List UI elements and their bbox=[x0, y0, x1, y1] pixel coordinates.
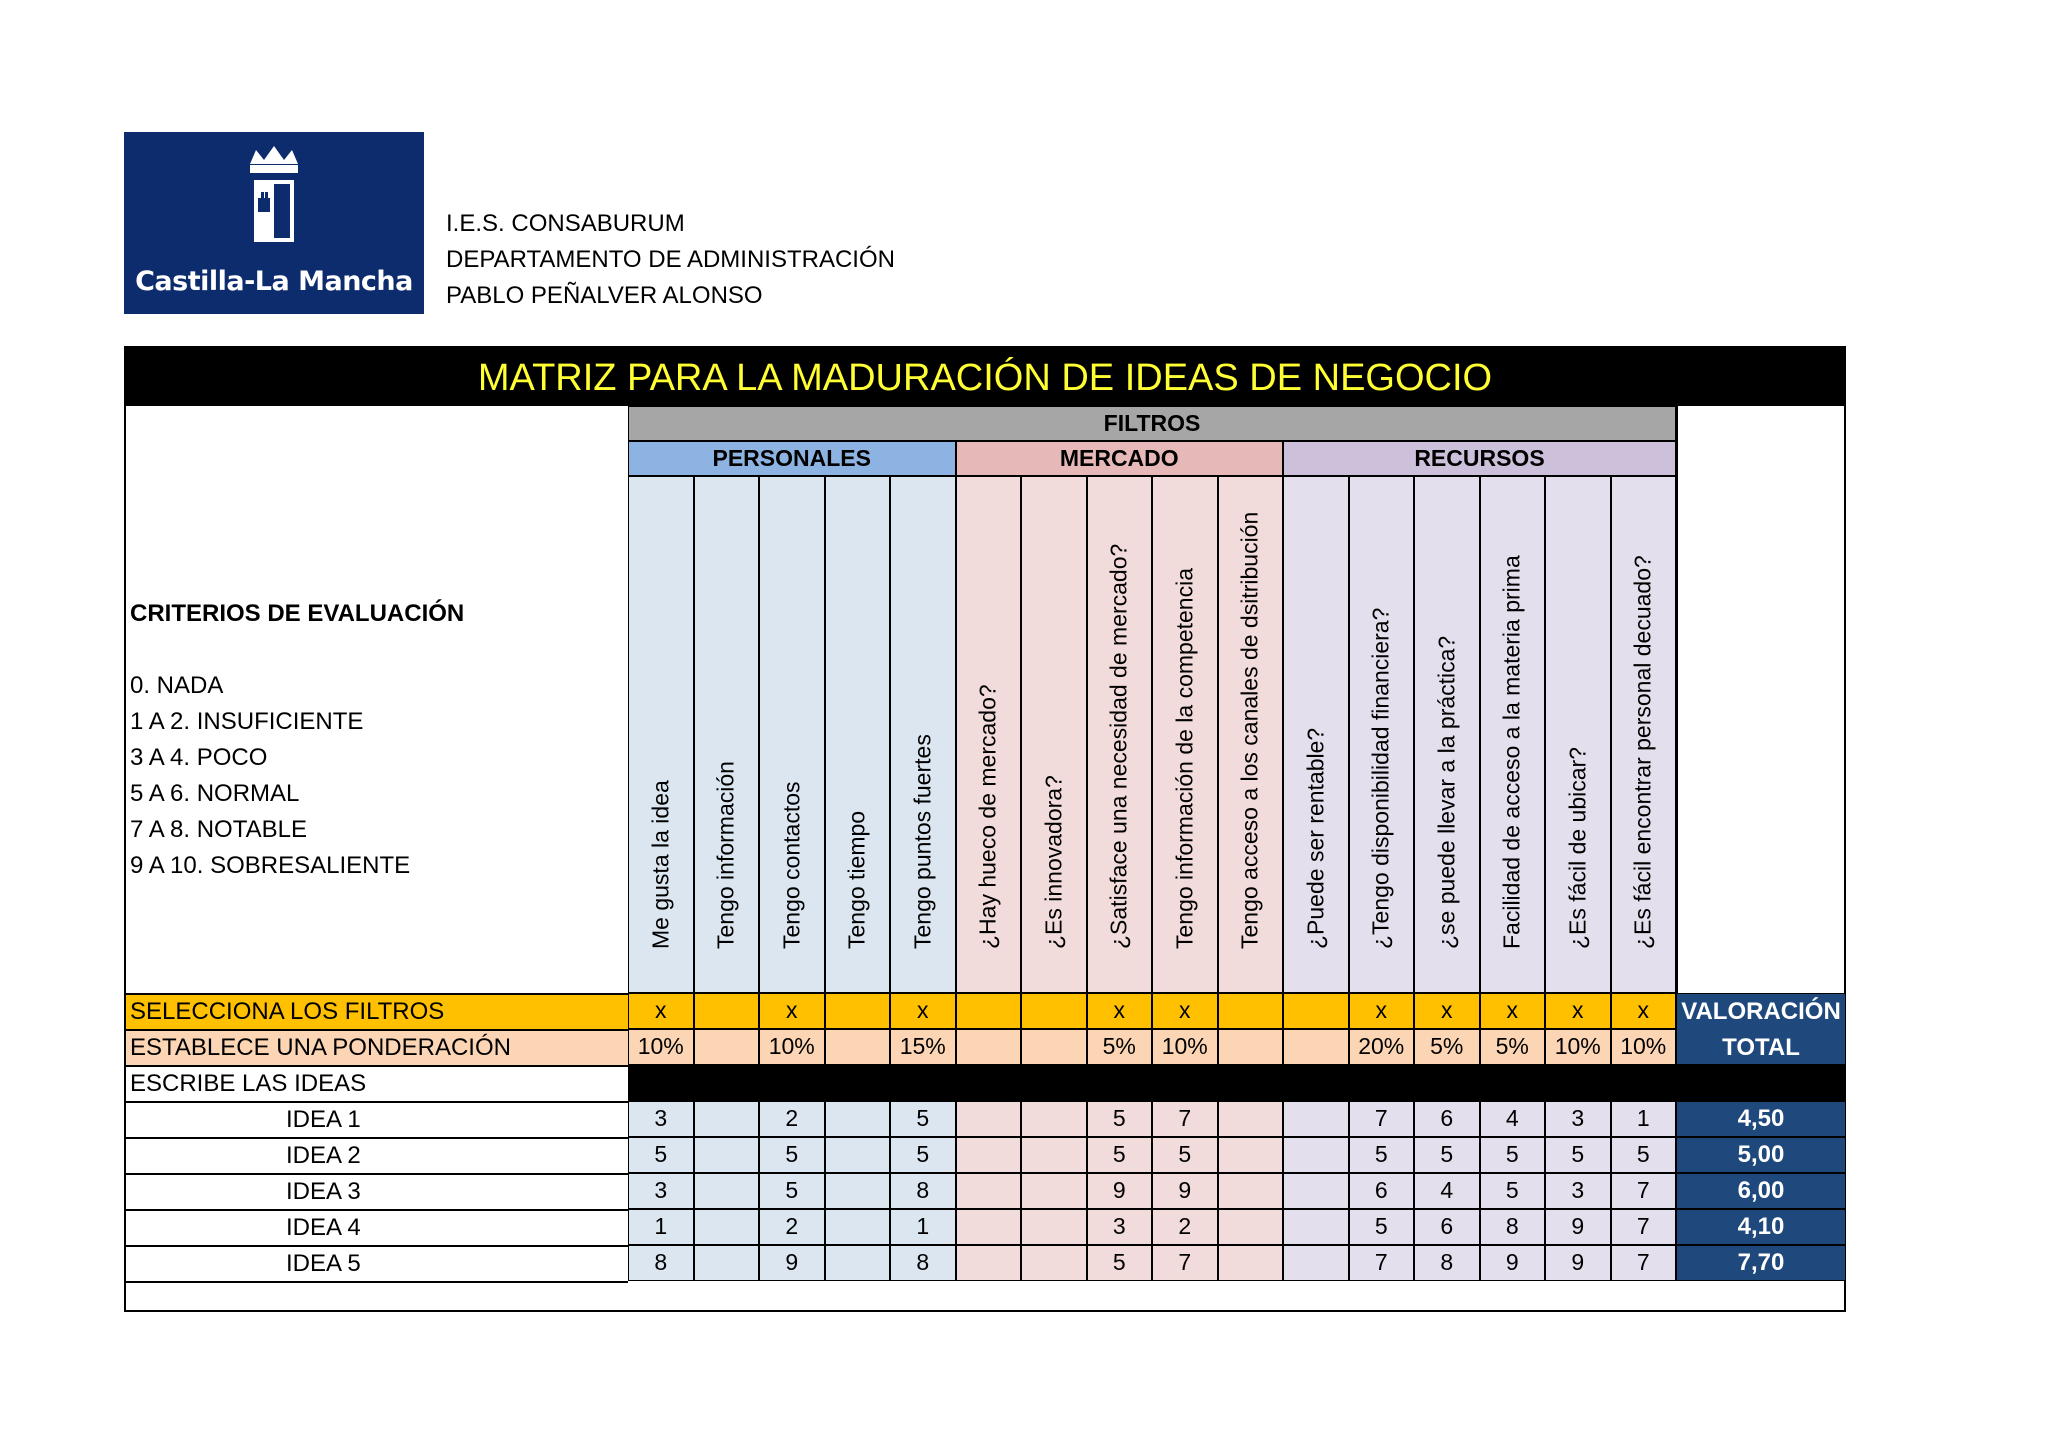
weight-cell: 10% bbox=[1611, 1029, 1677, 1065]
score-cell bbox=[956, 1137, 1022, 1173]
score-cell: 5 bbox=[1480, 1173, 1546, 1209]
score-cell bbox=[694, 1137, 760, 1173]
column-header bbox=[1283, 476, 1349, 993]
score-cell: 5 bbox=[1480, 1137, 1546, 1173]
score-cell: 5 bbox=[1349, 1137, 1415, 1173]
filter-selection-cell: x bbox=[1349, 993, 1415, 1029]
column-header bbox=[1611, 476, 1677, 993]
score-cell: 7 bbox=[1611, 1209, 1677, 1245]
weight-cell: 10% bbox=[1545, 1029, 1611, 1065]
weight-cell bbox=[825, 1029, 891, 1065]
score-cell: 5 bbox=[628, 1137, 694, 1173]
column-header bbox=[1218, 476, 1284, 993]
column-header bbox=[1087, 476, 1153, 993]
weight-cell: 20% bbox=[1349, 1029, 1415, 1065]
filter-selection-cell: x bbox=[1611, 993, 1677, 1029]
filter-selection-cell: x bbox=[759, 993, 825, 1029]
score-cell: 8 bbox=[1414, 1245, 1480, 1281]
criteria-item: 1 A 2. INSUFICIENTE bbox=[130, 708, 364, 735]
group-header-recursos: RECURSOS bbox=[1283, 441, 1676, 476]
total-score-cell: 4,10 bbox=[1676, 1209, 1846, 1245]
score-cell: 7 bbox=[1611, 1245, 1677, 1281]
weight-cell: 10% bbox=[1152, 1029, 1218, 1065]
score-cell bbox=[956, 1173, 1022, 1209]
score-cell bbox=[956, 1101, 1022, 1137]
filter-selection-cell bbox=[1218, 993, 1284, 1029]
coat-of-arms-icon bbox=[242, 146, 306, 250]
score-cell: 4 bbox=[1480, 1101, 1546, 1137]
score-cell: 9 bbox=[1087, 1173, 1153, 1209]
score-cell: 5 bbox=[890, 1137, 956, 1173]
criteria-item: 3 A 4. POCO bbox=[130, 744, 268, 771]
ideas-label: ESCRIBE LAS IDEAS bbox=[126, 1065, 628, 1101]
select-filters-label: SELECCIONA LOS FILTROS bbox=[126, 993, 628, 1029]
score-cell bbox=[1283, 1209, 1349, 1245]
column-header bbox=[1480, 476, 1546, 993]
weight-cell bbox=[1283, 1029, 1349, 1065]
filters-header: FILTROS bbox=[628, 406, 1676, 441]
criteria-item: 5 A 6. NORMAL bbox=[130, 780, 300, 807]
column-header-label: Me gusta la idea bbox=[647, 780, 674, 949]
score-cell: 5 bbox=[1349, 1209, 1415, 1245]
score-cell: 6 bbox=[1414, 1101, 1480, 1137]
score-cell: 5 bbox=[759, 1137, 825, 1173]
column-header-label: Tengo tiempo bbox=[843, 810, 870, 949]
column-header bbox=[1021, 476, 1087, 993]
filter-selection-cell bbox=[694, 993, 760, 1029]
column-header bbox=[825, 476, 891, 993]
idea-name: IDEA 1 bbox=[126, 1101, 628, 1137]
score-cell: 5 bbox=[1152, 1137, 1218, 1173]
column-header bbox=[1545, 476, 1611, 993]
score-cell: 5 bbox=[1087, 1137, 1153, 1173]
criteria-title: CRITERIOS DE EVALUACIÓN bbox=[130, 600, 465, 627]
school-name: I.E.S. CONSABURUM bbox=[446, 210, 685, 237]
score-cell: 5 bbox=[1611, 1137, 1677, 1173]
score-cell: 3 bbox=[628, 1101, 694, 1137]
score-cell: 3 bbox=[1545, 1173, 1611, 1209]
column-header bbox=[1414, 476, 1480, 993]
score-cell bbox=[1021, 1173, 1087, 1209]
score-cell: 1 bbox=[1611, 1101, 1677, 1137]
teacher-name: PABLO PEÑALVER ALONSO bbox=[446, 282, 763, 309]
total-score-cell: 4,50 bbox=[1676, 1101, 1846, 1137]
column-header bbox=[956, 476, 1022, 993]
filter-selection-cell: x bbox=[628, 993, 694, 1029]
score-cell: 8 bbox=[890, 1173, 956, 1209]
score-cell: 5 bbox=[1545, 1137, 1611, 1173]
column-header bbox=[759, 476, 825, 993]
score-cell bbox=[1283, 1173, 1349, 1209]
column-header-label: Tengo acceso a los canales de dsitribución bbox=[1236, 511, 1263, 949]
score-cell bbox=[1283, 1245, 1349, 1281]
column-header-label: Tengo contactos bbox=[778, 781, 805, 949]
idea-name: IDEA 5 bbox=[126, 1245, 628, 1283]
score-cell: 3 bbox=[1087, 1209, 1153, 1245]
score-cell bbox=[956, 1209, 1022, 1245]
column-header-label: ¿Hay hueco de mercado? bbox=[974, 684, 1001, 949]
score-cell: 9 bbox=[1152, 1173, 1218, 1209]
score-cell: 7 bbox=[1611, 1173, 1677, 1209]
score-cell: 7 bbox=[1152, 1101, 1218, 1137]
filter-selection-cell: x bbox=[1414, 993, 1480, 1029]
filter-selection-cell: x bbox=[1152, 993, 1218, 1029]
weight-cell: 10% bbox=[628, 1029, 694, 1065]
score-cell: 5 bbox=[890, 1101, 956, 1137]
criteria-item: 9 A 10. SOBRESALIENTE bbox=[130, 852, 411, 879]
score-cell: 2 bbox=[759, 1101, 825, 1137]
logo-text: Castilla-La Mancha bbox=[135, 266, 413, 297]
score-cell: 2 bbox=[1152, 1209, 1218, 1245]
column-header bbox=[628, 476, 694, 993]
score-cell bbox=[825, 1101, 891, 1137]
score-cell bbox=[1021, 1137, 1087, 1173]
score-cell: 5 bbox=[1087, 1245, 1153, 1281]
score-cell: 8 bbox=[628, 1245, 694, 1281]
filter-selection-cell bbox=[825, 993, 891, 1029]
score-cell: 5 bbox=[1087, 1101, 1153, 1137]
group-header-personales: PERSONALES bbox=[628, 441, 956, 476]
weight-cell: 5% bbox=[1480, 1029, 1546, 1065]
score-cell: 3 bbox=[1545, 1101, 1611, 1137]
total-score-header bbox=[1676, 993, 1846, 1065]
weight-cell bbox=[694, 1029, 760, 1065]
school-header bbox=[446, 206, 895, 314]
score-cell: 8 bbox=[890, 1245, 956, 1281]
score-cell bbox=[1021, 1209, 1087, 1245]
total-column-divider bbox=[1676, 406, 1678, 993]
score-cell bbox=[1021, 1245, 1087, 1281]
criteria-legend bbox=[130, 596, 464, 884]
column-header-label: Tengo información bbox=[712, 761, 739, 949]
matrix-title: MATRIZ PARA LA MADURACIÓN DE IDEAS DE NEGOCIO bbox=[126, 348, 1844, 406]
idea-name: IDEA 4 bbox=[126, 1209, 628, 1245]
score-cell: 6 bbox=[1349, 1173, 1415, 1209]
column-header bbox=[694, 476, 760, 993]
score-cell bbox=[825, 1209, 891, 1245]
score-cell bbox=[694, 1101, 760, 1137]
filter-selection-cell: x bbox=[1480, 993, 1546, 1029]
weight-cell: 15% bbox=[890, 1029, 956, 1065]
score-cell bbox=[1218, 1173, 1284, 1209]
criteria-item: 7 A 8. NOTABLE bbox=[130, 816, 307, 843]
column-header-label: ¿se puede llevar a la práctica? bbox=[1433, 635, 1460, 949]
score-cell: 5 bbox=[759, 1173, 825, 1209]
business-idea-matrix bbox=[124, 346, 1846, 1312]
column-header-label: ¿Es fácil encontrar personal decuado? bbox=[1629, 555, 1656, 949]
score-cell bbox=[956, 1245, 1022, 1281]
ideas-header-bar bbox=[628, 1065, 1846, 1101]
score-cell: 9 bbox=[1545, 1209, 1611, 1245]
column-header-label: Tengo información de la competencia bbox=[1171, 567, 1198, 949]
column-header-label: ¿Es innovadora? bbox=[1040, 775, 1067, 949]
score-cell bbox=[825, 1173, 891, 1209]
filter-selection-cell bbox=[1283, 993, 1349, 1029]
total-header-line-2: TOTAL bbox=[1722, 1034, 1800, 1061]
criteria-item: 0. NADA bbox=[130, 672, 224, 699]
weight-cell bbox=[1218, 1029, 1284, 1065]
score-cell: 9 bbox=[1480, 1245, 1546, 1281]
score-cell: 9 bbox=[1545, 1245, 1611, 1281]
score-cell: 4 bbox=[1414, 1173, 1480, 1209]
score-cell: 9 bbox=[759, 1245, 825, 1281]
weight-cell: 5% bbox=[1414, 1029, 1480, 1065]
score-cell bbox=[1218, 1245, 1284, 1281]
score-cell: 2 bbox=[759, 1209, 825, 1245]
column-header-label: Tengo puntos fuertes bbox=[909, 734, 936, 949]
score-cell: 1 bbox=[628, 1209, 694, 1245]
weight-cell: 10% bbox=[759, 1029, 825, 1065]
filter-selection-cell bbox=[956, 993, 1022, 1029]
score-cell bbox=[1218, 1209, 1284, 1245]
score-cell: 1 bbox=[890, 1209, 956, 1245]
score-cell: 6 bbox=[1414, 1209, 1480, 1245]
weight-cell: 5% bbox=[1087, 1029, 1153, 1065]
score-cell: 5 bbox=[1414, 1137, 1480, 1173]
score-cell: 7 bbox=[1349, 1245, 1415, 1281]
total-header-line-1: VALORACIÓN bbox=[1681, 998, 1841, 1025]
filter-selection-cell: x bbox=[890, 993, 956, 1029]
column-header bbox=[890, 476, 956, 993]
score-cell bbox=[1283, 1137, 1349, 1173]
score-cell: 7 bbox=[1152, 1245, 1218, 1281]
score-cell bbox=[694, 1245, 760, 1281]
score-cell bbox=[1283, 1101, 1349, 1137]
weight-cell bbox=[1021, 1029, 1087, 1065]
score-cell bbox=[1021, 1101, 1087, 1137]
score-cell bbox=[694, 1209, 760, 1245]
column-header-label: ¿Puede ser rentable? bbox=[1302, 727, 1329, 949]
total-score-cell: 6,00 bbox=[1676, 1173, 1846, 1209]
idea-name: IDEA 3 bbox=[126, 1173, 628, 1209]
column-header-label: ¿Satisface una necesidad de mercado? bbox=[1105, 543, 1132, 949]
castilla-la-mancha-logo bbox=[124, 132, 424, 314]
score-cell: 8 bbox=[1480, 1209, 1546, 1245]
total-score-cell: 5,00 bbox=[1676, 1137, 1846, 1173]
department-name: DEPARTAMENTO DE ADMINISTRACIÓN bbox=[446, 246, 895, 273]
score-cell bbox=[825, 1245, 891, 1281]
idea-name: IDEA 2 bbox=[126, 1137, 628, 1173]
column-header-label: Facilidad de acceso a la materia prima bbox=[1498, 555, 1525, 949]
weight-cell bbox=[956, 1029, 1022, 1065]
column-header-label: ¿Tengo disponibilidad financiera? bbox=[1367, 607, 1394, 949]
total-score-cell: 7,70 bbox=[1676, 1245, 1846, 1281]
filter-selection-cell: x bbox=[1545, 993, 1611, 1029]
filter-selection-cell: x bbox=[1087, 993, 1153, 1029]
column-header-label: ¿Es fácil de ubicar? bbox=[1564, 747, 1591, 949]
filter-selection-cell bbox=[1021, 993, 1087, 1029]
weighting-label: ESTABLECE UNA PONDERACIÓN bbox=[126, 1029, 628, 1065]
column-header bbox=[1349, 476, 1415, 993]
score-cell: 3 bbox=[628, 1173, 694, 1209]
score-cell: 7 bbox=[1349, 1101, 1415, 1137]
column-header bbox=[1152, 476, 1218, 993]
score-cell bbox=[1218, 1101, 1284, 1137]
group-header-mercado: MERCADO bbox=[956, 441, 1284, 476]
score-cell bbox=[694, 1173, 760, 1209]
score-cell bbox=[825, 1137, 891, 1173]
score-cell bbox=[1218, 1137, 1284, 1173]
